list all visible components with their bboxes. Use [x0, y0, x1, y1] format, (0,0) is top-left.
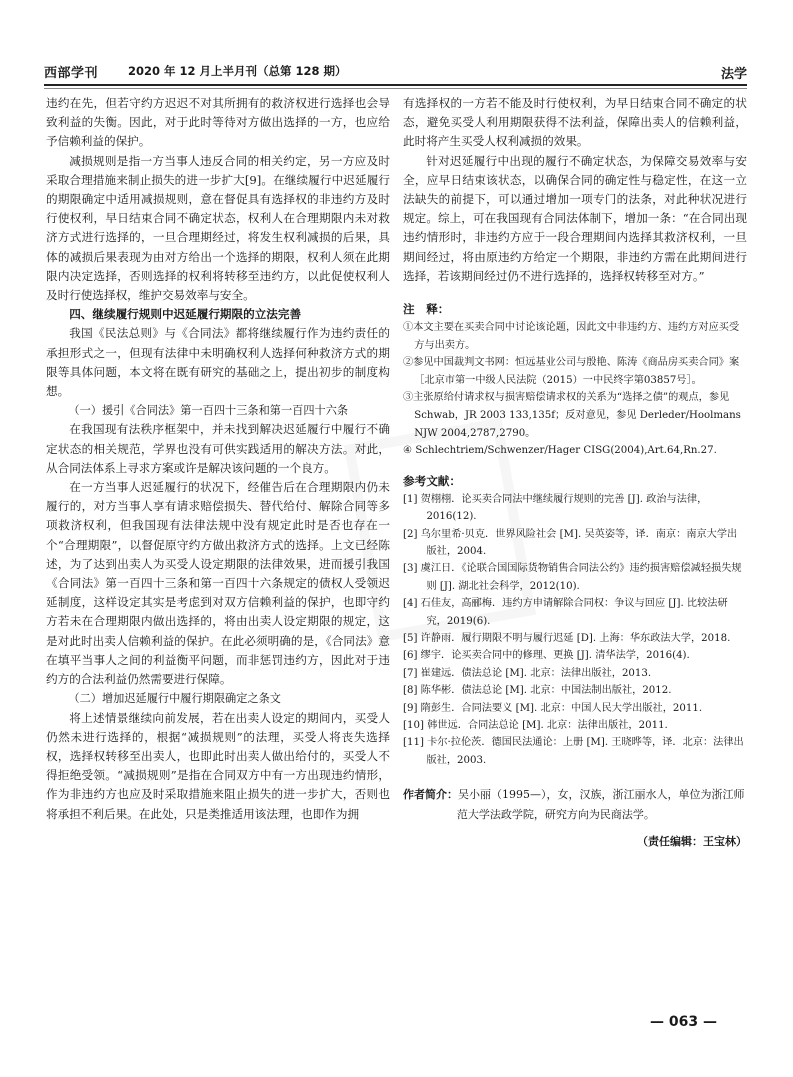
reference-item: [6] 缪宇．论买卖合同中的修理、更换 [J]. 清华法学，2016(4).: [403, 650, 690, 662]
right-column: [403, 94, 747, 859]
left-column: [46, 94, 390, 824]
subsection-heading: （一）援引《合同法》第一百四十三条和第一百四十六条: [68, 404, 349, 418]
section-heading: 四、继续履行规则中迟延履行期限的立法完善: [69, 307, 302, 322]
responsible-editor: （责任编辑：王宝林）: [637, 835, 747, 849]
paragraph: 减损规则是指一方当事人违反合同的相关约定，另一方应及时采取合理措施来制止损失的进一步扩大[9]。在继续履行中迟延履行的期限确定中适用减损规则，意在督促具有选择权的非违约方及时行使权利，早日结束合同不确定状态，权利人在合理期限内未对救济方式进行选择的，一旦合理期经过，将发生权利减损的后果，具体的减损后果表现为由对方给出一个选择的期限，权利人须在此期限内决定选择，否则选择的权利将转移至违约方，以此促使权利人及时行使选择权，维护交易效率与安全。: [46, 153, 390, 303]
reference-item: [3] 虞江日．《论联合国国际货物销售合同法公约》违约损害赔偿减轻损失规则 [J]. 湖北社会科学，2012(10).: [403, 563, 742, 592]
reference-item: [5] 许静雨．履行期限不明与履行迟延 [D]. 上海：华东政法大学，2018.: [403, 633, 731, 645]
issue-info: 2020 年 12 月上半月刊（总第 128 期）: [128, 64, 347, 78]
subsection-heading: （二）增加迟延履行中履行期限确定之条文: [68, 692, 281, 706]
note-item: ③主张原给付请求权与损害赔偿请求权的关系为“选择之债”的观点，参见 Schwab，JR 2003 133,135f；反对意见，参见 Derleder/Hoolmans NJW 2004,2787,2790。: [403, 392, 741, 439]
author-bio: [403, 785, 747, 825]
reference-item: [9] 隋彭生．合同法要义 [M]. 北京：中国人民大学出版社，2011.: [403, 702, 703, 714]
note-item: ④ Schlechtriem/Schwenzer/Hager CISG(2004),Art.64,Rn.27.: [403, 445, 717, 457]
paragraph: 有选择权的一方若不能及时行使权利，为早日结束合同不确定的状态，避免买受人利用期限获得不法利益，保障出卖人的信赖利益，此时将产生买受人权利减损的效果。: [403, 96, 747, 149]
note-item: ①本文主要在买卖合同中讨论该论题，因此文中非违约方、违约方对应买受方与出卖方。: [403, 322, 740, 351]
paragraph: 针对迟延履行中出现的履行不确定状态，为保障交易效率与安全，应早日结束该状态，以确保合同的确定性与稳定性，在这一立法缺失的前提下，可以通过增加一项专门的法条，对此种状况进行规定。综上，可在我国现有合同法体制下，增加一条：“在合同出现违约情形时，非违约方应于一段合理期间内选择其救济权利，一旦期间经过，将由原违约方给定一个期限，非违约方需在此期间进行选择，若该期间经过仍不进行选择的，选择权转移至对方。”: [403, 153, 747, 283]
reference-item: [11] 卡尔·拉伦茨．德国民法通论：上册 [M]. 王晓晔等，译．北京：法律出版社，2003.: [403, 737, 744, 766]
reference-item: [1] 贺栩栩．论买卖合同法中继续履行规则的完善 [J]. 政治与法律，2016(12).: [403, 493, 708, 523]
paragraph: 将上述情景继续向前发展，若在出卖人设定的期间内，买受人仍然未进行选择的，根据“减损规则”的法理，买受人将丧失选择权，选择权转移至出卖人，也即此时出卖人做出给付的，买受人不得拒绝受领。“减损规则”是指在合同双方中有一方出现违约情形，作为非违约方也应及时采取措施来阻止损失的进一步扩大，否则也将承担不利后果。在此处，只是类推适用该法理，也即作为拥: [46, 710, 390, 821]
reference-item: [7] 崔建远．债法总论 [M]. 北京：法律出版社，2013.: [403, 667, 652, 679]
header-rule: [44, 88, 747, 89]
reference-item: [4] 石佳友，高郦梅．违约方申请解除合同权：争议与回应 [J]. 比较法研究，2019(6).: [403, 598, 728, 627]
page-number: — 063 —: [650, 1014, 717, 1030]
notes-title: 注 释：: [403, 302, 450, 317]
paragraph: 违约在先，但若守约方迟迟不对其所拥有的救济权进行选择也会导致利益的失衡。因此，对于此时等待对方做出选择的一方，也应给予信赖利益的保护。: [46, 96, 390, 149]
references-title: 参考文献：: [403, 473, 461, 488]
author-bio-text: 吴小丽（1995—），女，汉族，浙江丽水人，单位为浙江师范大学法政学院，研究方向为民商法学。: [456, 788, 745, 822]
paragraph: 我国《民法总则》与《合同法》都将继续履行作为违约责任的承担形式之一，但现有法律中未明确权利人选择何种救济方式的期限等具体问题，本文将在既有研究的基础之上，提出初步的制度构想。: [46, 326, 390, 399]
author-bio-label: 作者简介：: [403, 788, 458, 802]
notes-list: [403, 319, 747, 460]
journal-masthead: 西部学刊: [44, 66, 99, 81]
reference-item: [10] 韩世远．合同法总论 [M]. 北京：法律出版社，2011.: [403, 720, 668, 732]
paragraph: 在我国现有法秩序框架中，并未找到解决迟延履行中履行不确定状态的相关规范，学界也没有可供实践适用的解决方法。对此，从合同法体系上寻求方案或许是解决该问题的一个良方。: [46, 422, 390, 475]
references-list: [403, 491, 747, 770]
section-label: 法学: [720, 67, 747, 82]
paragraph: 在一方当事人迟延履行的状况下，经催告后在合理期限内仍未履行的，对方当事人享有请求赔偿损失、替代给付、解除合同等多项救济权利，但我国现有法律法规中没有规定此时是否也存在一个“合理期限”，以督促原守约方做出救济方式的选择。上文已经陈述，为了达到出卖人为买受人设定期限的法律效果，进而援引我国《合同法》第一百四十三条和第一百四十六条规定的债权人受领迟延制度，这样设定其实是考虑到对双方信赖利益的保护，也即守约方若未在合理期限内做出选择的，将由出卖人设定期限的规定，这是对此时出卖人信赖利益的保护。在此必须明确的是，《合同法》意在填平当事人之间的利益衡平问题，而非惩罚违约方，因此对于违约方的合法利益仍然需要进行保障。: [46, 480, 390, 687]
reference-item: [8] 陈华彬．债法总论 [M]. 北京：中国法制出版社，2012.: [403, 685, 672, 697]
reference-item: [2] 乌尔里希·贝克．世界风险社会 [M]. 吴英姿等，译．南京：南京大学出版社，2004.: [403, 528, 738, 557]
note-item: ②参见中国裁判文书网：恒远基业公司与殷艳、陈涛《商品房买卖合同》案［北京市第一中级人民法院（2015）一中民终字第03857号］。: [403, 357, 740, 386]
running-header: [44, 60, 747, 86]
